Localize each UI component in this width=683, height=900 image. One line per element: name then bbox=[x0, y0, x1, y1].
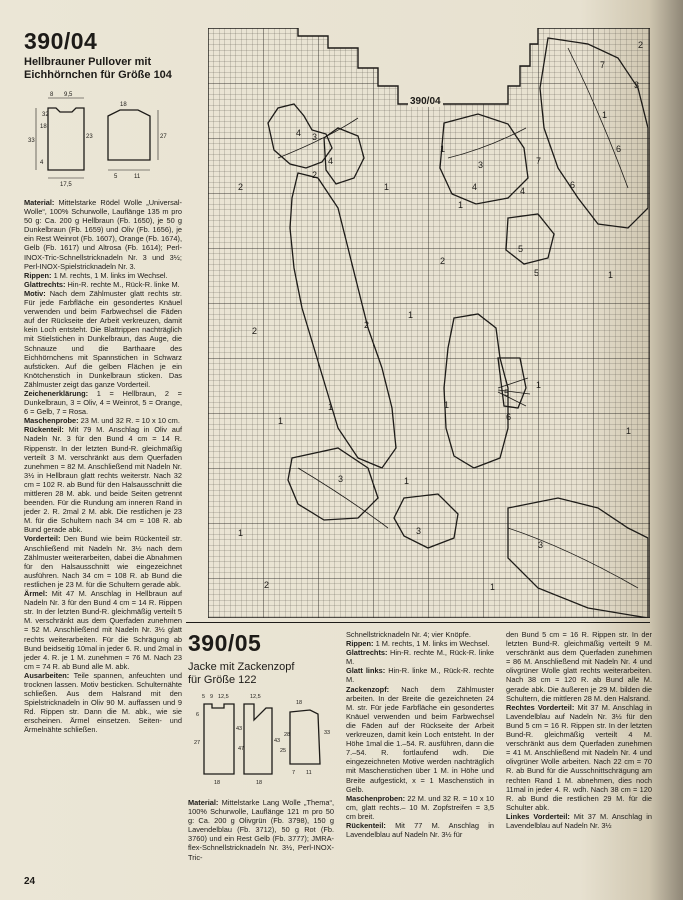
paragraph-heading: Motiv: bbox=[24, 288, 46, 298]
schematic-label: 7 bbox=[292, 770, 296, 776]
pattern-number-390-05: 390/05 bbox=[188, 630, 262, 656]
instruction-paragraph bbox=[346, 666, 494, 684]
schematic-label: 8 bbox=[50, 92, 54, 98]
paragraph-heading: Vorderteil: bbox=[24, 534, 61, 544]
grid-number: 3 bbox=[312, 132, 318, 142]
schematic-label: 43 bbox=[274, 738, 281, 744]
instruction-paragraph bbox=[346, 630, 494, 639]
paragraph-heading: Maschenprobe: bbox=[24, 416, 79, 426]
paragraph-heading: Glatt links: bbox=[346, 666, 386, 676]
grid-number: 7 bbox=[600, 60, 606, 70]
grid-number: 2 bbox=[238, 182, 244, 192]
schematic-label: 9 bbox=[210, 694, 214, 700]
schematic-label: 12,5 bbox=[218, 694, 229, 700]
grid-number: 3 bbox=[538, 540, 544, 550]
paragraph-heading: Rückenteil: bbox=[24, 425, 64, 435]
grid-number: 3 bbox=[634, 80, 640, 90]
schematic-label: 5 bbox=[202, 694, 206, 700]
paragraph-heading: Rückenteil: bbox=[346, 820, 386, 830]
garment-schematic-390-05 bbox=[190, 690, 340, 790]
instructions-390-05-col2 bbox=[346, 630, 494, 839]
schematic-label: 11 bbox=[134, 174, 141, 180]
schematic-label: 47 bbox=[238, 746, 245, 752]
paragraph-text: Den Bund wie beim Rückenteil str. Anschließend mit Nadeln Nr. 3½ nach dem Zählmuster weiterarbeiten, dabei die Abnahmen für den Halsausschnitt wie eingezeichnet ausführen. Nach 34 cm = 108 R. ab Bund die restlichen je 23 M. für die Schultern gerade abk. bbox=[24, 534, 182, 589]
grid-number: 1 bbox=[608, 270, 614, 280]
grid-number: 1 bbox=[626, 426, 632, 436]
paragraph-text: Mittelstarke Lang Wolle „Thema“, 100% Schurwolle, Lauflänge 121 m pro 50 g: Ca. 200 g Olivgrün (Fb. 3798), 150 g Lavendelblau (Fb. 3712), 50 g Rot (Fb. 3760) und ein Rest Gelb (Fb. 3777); JMRA-flex-Schnellstricknadeln Nr. 3½, Perl-INOX-Tric- bbox=[188, 798, 334, 862]
schematic-label: 28 bbox=[284, 732, 291, 738]
instruction-paragraph bbox=[506, 812, 652, 830]
instruction-paragraph bbox=[346, 639, 494, 648]
schematic-label: 9,5 bbox=[64, 92, 73, 98]
grid-number: 5 bbox=[518, 244, 524, 254]
pattern-title-line2: für Größe 122 bbox=[188, 674, 257, 686]
paragraph-text: Hin-R. linke M., Rück-R. rechte M. bbox=[346, 666, 494, 685]
paragraph-heading: Material: bbox=[188, 798, 219, 807]
grid-number: 1 bbox=[458, 200, 464, 210]
page-number: 24 bbox=[24, 876, 36, 887]
instruction-paragraph bbox=[346, 685, 494, 794]
grid-number: 1 bbox=[384, 182, 390, 192]
paragraph-text: 1 M. rechts, 1 M. links im Wechsel. bbox=[51, 270, 168, 280]
garment-schematic-390-04 bbox=[26, 88, 176, 188]
instruction-paragraph bbox=[188, 798, 334, 862]
instructions-390-05-col3 bbox=[506, 630, 652, 830]
grid-number: 1 bbox=[404, 476, 410, 486]
schematic-label: 27 bbox=[160, 134, 167, 140]
schematic-label: 17,5 bbox=[60, 182, 72, 188]
grid-number: 4 bbox=[328, 156, 334, 166]
paragraph-heading: Rippen: bbox=[24, 270, 52, 280]
paragraph-heading: Material: bbox=[24, 198, 55, 207]
instruction-paragraph bbox=[346, 794, 494, 821]
grid-number: 5 bbox=[534, 268, 540, 278]
paragraph-text: Hin-R. rechte M., Rück-R. linke M. bbox=[346, 648, 494, 667]
chart-label: 390/04 bbox=[410, 96, 441, 107]
instruction-paragraph bbox=[506, 630, 652, 703]
knitting-chart-390-04 bbox=[208, 28, 650, 618]
paragraph-heading: Ausarbeiten: bbox=[24, 670, 70, 680]
grid-number: 3 bbox=[338, 474, 344, 484]
paragraph-heading: Glattrechts: bbox=[346, 648, 388, 658]
paragraph-text: Mit 77 M. Anschlag in Lavendelblau auf Nadeln Nr. 3½ für bbox=[346, 820, 494, 840]
schematic-label: 18 bbox=[214, 780, 221, 786]
pattern-title-line2: Eichhörnchen für Größe 104 bbox=[24, 69, 172, 81]
instruction-paragraph bbox=[24, 425, 182, 534]
grid-number: 1 bbox=[408, 310, 414, 320]
paragraph-heading: Zeichenerklärung: bbox=[24, 388, 89, 398]
schematic-label: 32 bbox=[42, 112, 49, 118]
schematic-label: 18 bbox=[296, 700, 303, 706]
grid-number: 2 bbox=[252, 326, 258, 336]
paragraph-heading: Ärmel: bbox=[24, 589, 48, 599]
instruction-paragraph bbox=[24, 198, 182, 271]
schematic-label: 6 bbox=[196, 712, 200, 718]
schematic-label: 27 bbox=[194, 740, 201, 746]
instruction-paragraph bbox=[24, 289, 182, 389]
instruction-paragraph bbox=[346, 648, 494, 666]
paragraph-text: Teile spannen, anfeuchten und trocknen lassen. Motiv besticken. Schulternähte schließen. Aus dem Halsrand mit den Spielstricknadeln in Oliv 90 M. auffassen und 9 Rd. Rippen str. Dann die M. abk., wie sie erscheinen. Ärmel einsetzen. Seiten- und Ärmelnähte schließen. bbox=[24, 670, 182, 735]
grid-number: 3 bbox=[478, 160, 484, 170]
pattern-title-line1: Jacke mit Zackenzopf bbox=[188, 661, 295, 673]
grid-number: 4 bbox=[296, 128, 302, 138]
schematic-label: 5 bbox=[114, 174, 118, 180]
schematic-label: 18 bbox=[256, 780, 263, 786]
grid-number: 6 bbox=[616, 144, 622, 154]
schematic-label: 18 bbox=[40, 124, 47, 130]
instruction-paragraph bbox=[24, 671, 182, 735]
pattern-title-line1: Hellbrauner Pullover mit bbox=[24, 56, 152, 68]
grid-number: 1 bbox=[278, 416, 284, 426]
grid-number: 4 bbox=[520, 186, 526, 196]
instruction-paragraph bbox=[24, 534, 182, 589]
instruction-paragraph bbox=[24, 389, 182, 416]
schematic-label: 43 bbox=[236, 726, 243, 732]
grid-number: 2 bbox=[264, 580, 270, 590]
schematic-label: 33 bbox=[324, 730, 331, 736]
instruction-paragraph bbox=[346, 821, 494, 839]
paragraph-text: Mittelstarke Rödel Wolle „Universal-Wolle“, 100% Schurwolle, Lauflänge 135 m pro 50 g: Ca. 200 g Hellbraun (Fb. 1650), je 50 g Dunkelbraun (Fb. 1659) und Oliv (Fb. 1656), je ein Rest Weinrot (Fb. 1607), Orange (Fb. 1674), Gelb (Fb. 1617) und Altrosa (Fb. 1614); Perl-INOX-Tric-Schnellstricknadeln Nr. 3 und 3½; Perl-INOX-Spielstricknadeln Nr. 3. bbox=[24, 198, 182, 271]
paragraph-text: Mit 47 M. Anschlag in Hellbraun auf Nadeln Nr. 3 für den Bund 4 cm = 14 R. Rippen str. In der letzten Bund-R. gleichmäßig verteilt 5 M. verschränkt aus dem Querfaden zunehmen = 52 M. Anschließend mit Nadeln Nr. 3½ glatt rechts weiterarbeiten. Für die Schrägung ab Bund beidseitig 10mal in jeder 6. R. und 2mal in jeder 4. R. je 1 M. zunehmen = 76 M. Nach 23 cm = 74 R. ab Bund alle M. abk. bbox=[24, 589, 182, 671]
paragraph-text: Hin-R. rechte M., Rück-R. linke M. bbox=[65, 279, 180, 289]
grid-number: 1 bbox=[536, 380, 542, 390]
instruction-paragraph bbox=[24, 416, 182, 425]
paragraph-heading: Rippen: bbox=[346, 639, 374, 649]
grid-number: 1 bbox=[328, 402, 334, 412]
paragraph-text: Nach dem Zählmuster arbeiten. In der Breite die gezeichneten 24 M. str. Für jede Farbfläche ein gesondertes Knäuel verwenden und beim Farbwechsel die Fäden auf der Rückseite der Arbeit verkreuzen, damit kein Loch entsteht. In der Höhe 1mal die 1.–54. R. ausführen, dann die 7.–54. R. fortlaufend wdh. Die eingezeichneten Motive werden nachträglich mit Maschenstichen über 1 M. in Höhe und Breite aufgestickt, x = 1 Maschenstich in Gelb. bbox=[346, 684, 494, 794]
grid-number: 6 bbox=[570, 180, 576, 190]
paragraph-text: Mit 37 M. Anschlag in Lavendelblau auf Nadeln Nr. 3½ für den Bund 5 cm = 16 R. Rippen str. In der letzten Bund-R. gleichmäßig verteilt 4 M. verschränkt aus dem Querfaden zunehmen = 41 M. Anschließend mit Nadeln Nr. 4 und olivgrüner Wolle arbeiten. Nach 22 cm = 70 R. ab Bund für die Ausschnittschrägung am rechten Rand 1 M. abnehmen, dies noch 11mal in jeder 4. R. wdh. Nach 38 cm = 120 R. ab Bund die restlichen 29 M. für die Schulter abk. bbox=[506, 702, 653, 812]
schematic-label: 18 bbox=[120, 102, 127, 108]
grid-number: 1 bbox=[602, 110, 608, 120]
paragraph-text: 23 M. und 32 R. = 10 x 10 cm. bbox=[78, 416, 180, 426]
schematic-label: 25 bbox=[280, 748, 287, 754]
grid-number: 4 bbox=[472, 182, 478, 192]
paragraph-text: 1 = Hellbraun, 2 = Dunkelbraun, 3 = Oliv, 4 = Weinrot, 5 = Orange, 6 = Gelb, 7 = Rosa. bbox=[24, 388, 182, 417]
section-divider bbox=[186, 622, 650, 623]
grid-number: 2 bbox=[440, 256, 446, 266]
paragraph-text: 1 M. rechts, 1 M. links im Wechsel. bbox=[373, 639, 490, 649]
grid-number: 2 bbox=[312, 170, 318, 180]
pattern-title bbox=[188, 661, 294, 687]
grid-number: 3 bbox=[416, 526, 422, 536]
paragraph-heading: Rechtes Vorderteil: bbox=[506, 702, 575, 712]
paragraph-text: Mit 79 M. Anschlag in Oliv auf Nadeln Nr. 3 für den Bund 4 cm = 14 R. Rippenstr. In der letzten Bund-R. gleichmäßig verteilt 3 M. verschränkt aus dem Querfaden zunehmen = 82 M. Anschließend mit Nadeln Nr. 3½ in Hellbraun glatt rechts weiterstr. Nach 32 cm = 102 R. ab Bund für den Halsausschnitt die mittleren 28 M. abk. und beide Seiten getrennt beenden. Für die Rundung am inneren Rand in jeder 2. R. 2mal 2 M. abk. Die restlichen je 23 M. für die Schultern nach 34 cm = 108 R. ab Bund gerade abk. bbox=[24, 425, 182, 535]
instruction-paragraph bbox=[24, 271, 182, 280]
instruction-paragraph bbox=[24, 280, 182, 289]
grid-number: 2 bbox=[364, 320, 370, 330]
instruction-paragraph bbox=[24, 589, 182, 671]
instructions-390-05-col1 bbox=[188, 798, 334, 862]
schematic-label: 4 bbox=[40, 160, 44, 166]
paragraph-heading: Linkes Vorderteil: bbox=[506, 811, 570, 821]
paragraph-heading: Zackenzopf: bbox=[346, 684, 390, 694]
instruction-paragraph bbox=[506, 703, 652, 812]
pattern-number-390-04: 390/04 bbox=[24, 28, 98, 54]
paragraph-text: 22 M. und 32 R. = 10 x 10 cm, glatt rechts.– 10 M. Zopfstreifen = 3,5 cm breit. bbox=[346, 793, 494, 821]
schematic-label: 12,5 bbox=[250, 694, 261, 700]
schematic-label: 33 bbox=[28, 138, 35, 144]
paragraph-heading: Maschenproben: bbox=[346, 793, 406, 803]
grid-number: 7 bbox=[536, 156, 542, 166]
paragraph-heading: Glattrechts: bbox=[24, 279, 66, 289]
schematic-label: 23 bbox=[86, 134, 93, 140]
grid-number: 6 bbox=[506, 412, 512, 422]
paragraph-text: Nach dem Zählmuster glatt rechts str. Für jede Farbfläche ein gesondertes Knäuel verwenden und beim Farbwechsel die Fäden auf der Rückseite der Arbeit verkreuzen, damit kein Loch entsteht. Die Blattrippen nachträglich mit Stielstichen in Dunkelbraun, das Auge, die Schnauze und die Barthaare des Eichhörnchens mit Spannstichen in Schwarz aufsticken. Auf die gelben Flächen je ein Knötchenstich in Dunkelbraun sticken. Das Zählmuster zeigt das ganze Vorderteil. bbox=[24, 288, 182, 389]
pattern-title bbox=[24, 56, 172, 82]
paragraph-text: den Bund 5 cm = 16 R. Rippen str. In der letzten Bund-R. gleichmäßig verteilt 9 M. verschränkt aus dem Querfaden zunehmen = 86 M. Anschließend mit Nadeln Nr. 4 und olivgrüner Wolle glatt rechts weiterarbeiten. Nach 38 cm = 120 R. ab Bund alle M. gerade abk. Die äußeren je 29 M. bilden die Schultern, die mittleren 28 M. den Halsrand. bbox=[506, 630, 652, 703]
grid-number: 1 bbox=[490, 582, 496, 592]
grid-number: 1 bbox=[444, 400, 450, 410]
grid-number: 2 bbox=[638, 40, 644, 50]
schematic-label: 11 bbox=[306, 770, 312, 776]
paragraph-text: Mit 37 M. Anschlag in Lavendelblau auf Nadeln Nr. 3½ bbox=[506, 811, 652, 830]
paragraph-text: Schnellstricknadeln Nr. 4; vier Knöpfe. bbox=[346, 630, 471, 639]
grid-number: 1 bbox=[238, 528, 244, 538]
instructions-390-04 bbox=[24, 198, 182, 735]
grid-number: 1 bbox=[440, 144, 446, 154]
grid-number: 5 bbox=[504, 388, 510, 398]
